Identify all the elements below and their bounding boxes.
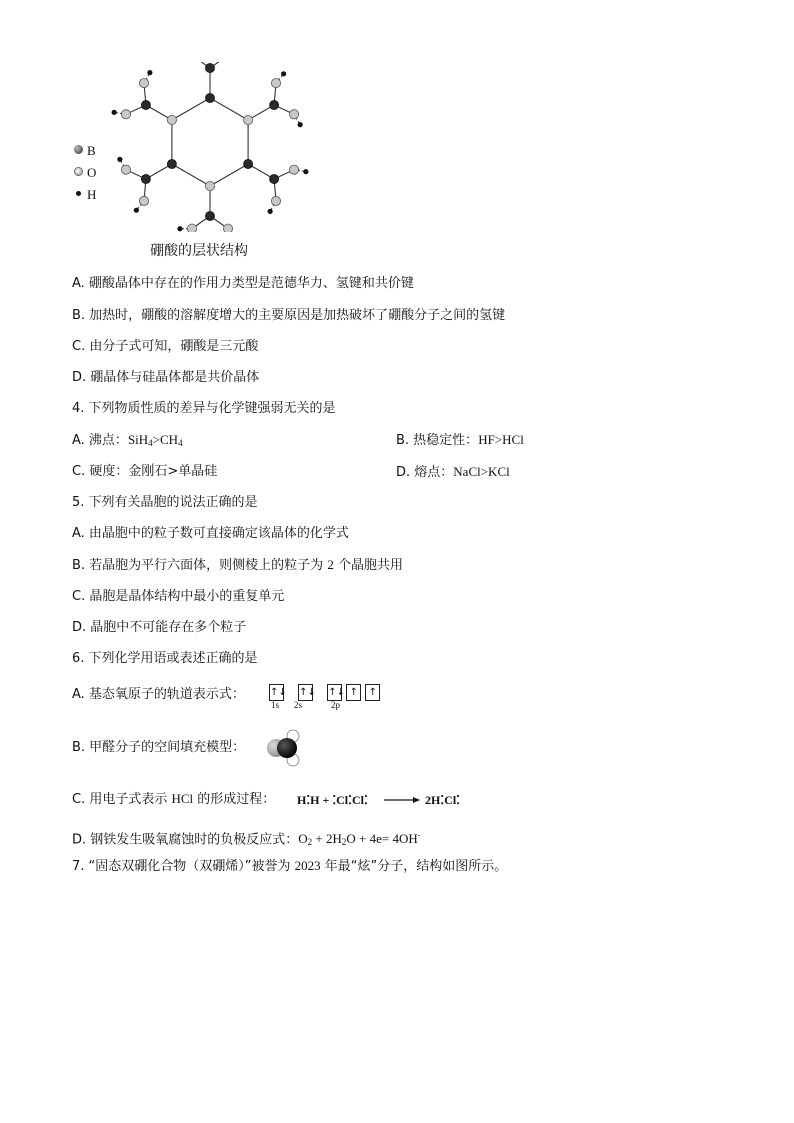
boron-atom — [244, 159, 253, 168]
q4-option-b: B. 热稳定性：HF>HCl — [396, 432, 524, 448]
oxygen-atom — [223, 224, 232, 232]
bond-line — [172, 164, 210, 186]
legend-B-label: B — [87, 143, 96, 158]
oxygen-atom — [271, 196, 280, 205]
oxygen-orbital-diagram — [269, 682, 379, 701]
boron-atom — [167, 159, 176, 168]
hydrogen-atom — [281, 71, 286, 76]
oxygen-atom — [121, 110, 130, 119]
hcl-formation-reactants: H⁚H + ⁚Cl⁚Cl⁚ — [297, 793, 368, 807]
oxygen-atom — [289, 110, 298, 119]
oxygen-atom — [139, 78, 148, 87]
orbital-box-2p-2: ↑ — [346, 684, 361, 701]
boron-atom — [269, 100, 278, 109]
q6-option-d: D. 钢铁发生吸氧腐蚀时的负极反应式：$O_2 + 2H_2O + 4e= 4OH^-$ — [72, 831, 421, 848]
legend-O-dot — [74, 167, 83, 176]
q5-stem: 5. 下列有关晶胞的说法正确的是 — [72, 495, 258, 510]
boron-atom — [269, 174, 278, 183]
q7-stem: 7. “固态双硼化合物（双硼烯）”被誉为 2023 年最“炫”分子，结构如图所示。 — [72, 858, 508, 874]
q3-option-b: B. 加热时，硼酸的溶解度增大的主要原因是加热破坏了硼酸分子之间的氢键 — [72, 308, 506, 323]
q6-option-a: A. 基态氧原子的轨道表示式： — [72, 687, 245, 702]
bond-line — [210, 164, 248, 186]
oxygen-atom — [244, 115, 253, 124]
figure-caption: 硼酸的层状结构 — [150, 243, 248, 259]
hydrogen-atom — [134, 208, 139, 213]
legend-H-label: H — [87, 187, 97, 202]
bond-line — [172, 98, 210, 120]
oxygen-atom — [167, 115, 176, 124]
hydrogen-atom — [298, 122, 303, 127]
q3-option-a: A. 硼酸晶体中存在的作用力类型是范德华力、氢键和共价键 — [72, 276, 414, 291]
q4-stem: 4. 下列物质性质的差异与化学键强弱无关的是 — [72, 401, 336, 416]
q5-option-d: D. 晶胞中不可能存在多个粒子 — [72, 620, 247, 635]
q4-option-a: A. 沸点：$SiH_4>CH_4$ — [72, 432, 183, 448]
orbital-box-2p-3: ↑ — [365, 684, 380, 701]
q5-option-c: C. 晶胞是晶体结构中最小的重复单元 — [72, 589, 285, 604]
boron-atom — [205, 63, 214, 72]
q5-option-a: A. 由晶胞中的粒子数可直接确定该晶体的化学式 — [72, 526, 349, 541]
boron-atom — [205, 93, 214, 102]
orbital-label-1s: 1s — [271, 700, 280, 710]
q5-option-b: B. 若晶胞为平行六面体，则侧棱上的粒子为 2 个晶胞共用 — [72, 557, 403, 573]
legend-H-dot — [76, 191, 81, 196]
hcl-formation-product: 2H⁚Cl⁚ — [425, 793, 460, 807]
hydrogen-atom — [117, 157, 122, 162]
q3-option-c: C. 由分子式可知，硼酸是三元酸 — [72, 339, 259, 354]
formaldehyde-space-filling-model — [263, 728, 307, 768]
legend-B-dot — [74, 145, 83, 154]
q4-option-d: D. 熔点：NaCl>KCl — [396, 464, 510, 480]
boron-atom — [205, 211, 214, 220]
reaction-arrow-icon — [384, 795, 420, 805]
q3-option-d: D. 硼晶体与硅晶体都是共价晶体 — [72, 370, 260, 385]
hydrogen-atom — [303, 169, 308, 174]
hydrogen-atom — [177, 226, 182, 231]
hydrogen-atom — [268, 209, 273, 214]
q4-option-c: C. 硬度：金刚石>单晶硅 — [72, 464, 218, 479]
orbital-box-2p-1: ↑↓ — [327, 684, 342, 701]
boron-atom — [141, 100, 150, 109]
oxygen-atom — [139, 196, 148, 205]
oxygen-atom — [187, 224, 196, 232]
oxygen-atom — [205, 181, 214, 190]
q6-stem: 6. 下列化学用语或表述正确的是 — [72, 651, 258, 666]
oxygen-atom — [271, 78, 280, 87]
boron-atom — [141, 174, 150, 183]
oxygen-atom — [121, 165, 130, 174]
oxygen-atom — [289, 165, 298, 174]
q6-option-c: C. 用电子式表示 HCl 的形成过程： — [72, 791, 276, 807]
orbital-box-2s: ↑↓ — [298, 684, 313, 701]
hydrogen-atom — [112, 110, 117, 115]
orbital-label-2p: 2p — [331, 700, 340, 710]
legend-O-label: O — [87, 165, 97, 180]
orbital-box-1s: ↑↓ — [269, 684, 284, 701]
q6-option-b: B. 甲醛分子的空间填充模型： — [72, 740, 246, 755]
bond-line — [210, 98, 248, 120]
orbital-label-2s: 2s — [294, 700, 303, 710]
boric-acid-structure-figure — [60, 62, 350, 232]
hydrogen-atom — [147, 70, 152, 75]
